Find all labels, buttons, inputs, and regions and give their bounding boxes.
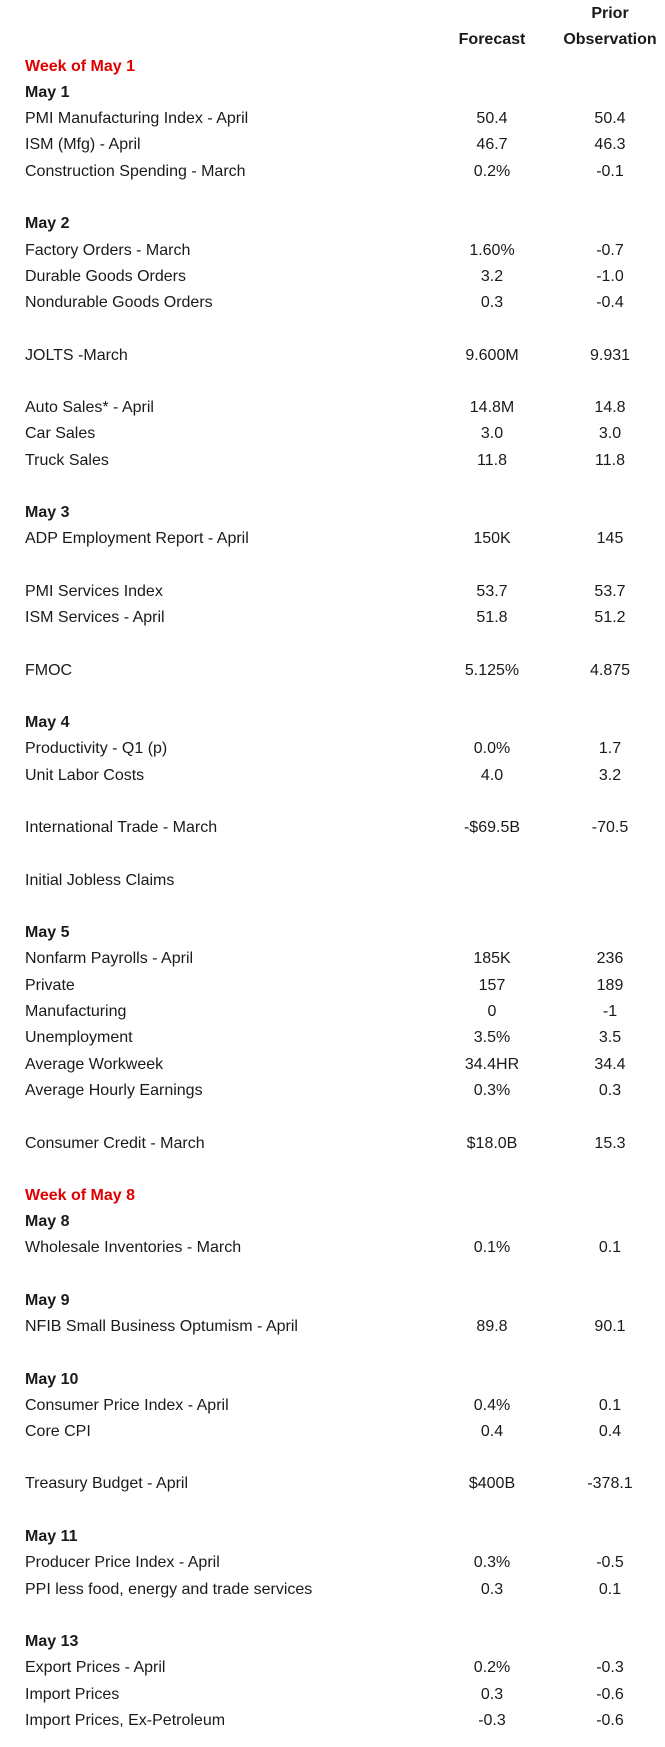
- day-heading: [0, 1288, 665, 1314]
- table-row: [0, 1235, 665, 1261]
- forecast-value: 5.125%: [464, 662, 520, 679]
- table-row: [0, 1655, 665, 1681]
- indicator-label: ADP Employment Report - April: [25, 530, 249, 547]
- prior-value: 1.7: [598, 740, 622, 757]
- table-row: [0, 868, 665, 894]
- indicator-label: Unit Labor Costs: [25, 767, 145, 784]
- forecast-value: 0.3: [480, 1686, 504, 1703]
- table-row: [0, 159, 665, 185]
- forecast-value: 11.8: [477, 452, 507, 469]
- forecast-value: 50.4: [476, 110, 508, 127]
- prior-value: -1: [602, 1003, 618, 1020]
- prior-value: 9.931: [589, 347, 631, 364]
- day-heading: [0, 80, 665, 106]
- table-row: [0, 1314, 665, 1340]
- prior-value: 15.3: [594, 1135, 626, 1152]
- table-row: [0, 290, 665, 316]
- forecast-value: 9.600M: [465, 347, 519, 364]
- forecast-value: 89.8: [476, 1318, 508, 1335]
- table-row: [0, 526, 665, 552]
- forecast-value: 14.8M: [469, 399, 515, 416]
- forecast-value: 46.7: [476, 136, 508, 153]
- table-row: [0, 579, 665, 605]
- indicator-label: Truck Sales: [25, 452, 109, 469]
- prior-value: -1.0: [596, 268, 624, 285]
- indicator-label: Core CPI: [25, 1423, 91, 1440]
- prior-column-header-line1: Prior: [591, 5, 629, 22]
- day-label: May 4: [25, 714, 70, 731]
- indicator-label: Nondurable Goods Orders: [25, 294, 213, 311]
- forecast-value: 0: [487, 1003, 497, 1020]
- indicator-label: Factory Orders - March: [25, 242, 191, 259]
- table-row: [0, 1393, 665, 1419]
- table-row: [0, 973, 665, 999]
- indicator-label: PMI Services Index: [25, 583, 163, 600]
- table-row: [0, 395, 665, 421]
- day-heading: [0, 211, 665, 237]
- prior-value: -0.6: [596, 1712, 624, 1729]
- table-row: [0, 132, 665, 158]
- day-label: May 11: [25, 1528, 78, 1545]
- day-heading: [0, 1629, 665, 1655]
- indicator-label: ISM Services - April: [25, 609, 165, 626]
- forecast-value: 0.3%: [473, 1554, 511, 1571]
- prior-value: -0.4: [596, 294, 624, 311]
- day-heading: [0, 1524, 665, 1550]
- prior-value: 51.2: [594, 609, 626, 626]
- prior-value: -0.1: [596, 163, 624, 180]
- prior-value: 53.7: [594, 583, 626, 600]
- day-label: May 9: [25, 1292, 70, 1309]
- forecast-value: 0.2%: [473, 1659, 511, 1676]
- week-heading: [0, 1183, 665, 1209]
- prior-value: 3.2: [598, 767, 622, 784]
- forecast-value: 34.4HR: [464, 1056, 520, 1073]
- prior-value: 46.3: [594, 136, 626, 153]
- table-row: [0, 946, 665, 972]
- indicator-label: Import Prices, Ex-Petroleum: [25, 1712, 226, 1729]
- day-heading: [0, 500, 665, 526]
- indicator-label: Construction Spending - March: [25, 163, 246, 180]
- forecast-value: 0.4: [480, 1423, 504, 1440]
- indicator-label: FMOC: [25, 662, 73, 679]
- forecast-value: 0.4%: [473, 1397, 511, 1414]
- prior-value: -0.3: [596, 1659, 624, 1676]
- forecast-value: $18.0B: [466, 1135, 518, 1152]
- forecast-value: 3.0: [480, 425, 504, 442]
- indicator-label: Consumer Price Index - April: [25, 1397, 229, 1414]
- forecast-value: 0.2%: [473, 163, 511, 180]
- prior-value: 34.4: [594, 1056, 626, 1073]
- week-label: Week of May 8: [25, 1187, 135, 1204]
- indicator-label: Consumer Credit - March: [25, 1135, 205, 1152]
- indicator-label: PMI Manufacturing Index - April: [25, 110, 249, 127]
- table-row: [0, 999, 665, 1025]
- indicator-label: Manufacturing: [25, 1003, 127, 1020]
- prior-value: 50.4: [594, 110, 626, 127]
- prior-value: 4.875: [589, 662, 631, 679]
- forecast-value: -0.3: [478, 1712, 506, 1729]
- prior-column-header-line2: Observation: [563, 31, 657, 48]
- indicator-label: JOLTS -March: [25, 347, 128, 364]
- table-row: [0, 658, 665, 684]
- day-label: May 8: [25, 1213, 70, 1230]
- indicator-label: Auto Sales* - April: [25, 399, 154, 416]
- day-label: May 5: [25, 924, 70, 941]
- forecast-value: 4.0: [480, 767, 504, 784]
- indicator-label: NFIB Small Business Optumism - April: [25, 1318, 298, 1335]
- indicator-label: Export Prices - April: [25, 1659, 166, 1676]
- prior-value: 0.1: [598, 1397, 622, 1414]
- indicator-label: Average Workweek: [25, 1056, 164, 1073]
- day-label: May 2: [25, 215, 70, 232]
- prior-value: 0.4: [598, 1423, 622, 1440]
- day-heading: [0, 710, 665, 736]
- forecast-value: 157: [478, 977, 506, 994]
- day-label: May 10: [25, 1371, 79, 1388]
- forecast-value: -$69.5B: [463, 819, 521, 836]
- table-row: [0, 106, 665, 132]
- table-row: [0, 1471, 665, 1497]
- indicator-label: Private: [25, 977, 75, 994]
- indicator-label: Durable Goods Orders: [25, 268, 186, 285]
- prior-value: -378.1: [587, 1475, 633, 1492]
- prior-value: -0.6: [596, 1686, 624, 1703]
- table-row: [0, 1682, 665, 1708]
- table-row: [0, 448, 665, 474]
- indicator-label: ISM (Mfg) - April: [25, 136, 141, 153]
- forecast-value: 0.3%: [473, 1082, 511, 1099]
- day-heading: [0, 920, 665, 946]
- forecast-value: 0.0%: [473, 740, 511, 757]
- indicator-label: Average Hourly Earnings: [25, 1082, 203, 1099]
- table-row: [0, 1708, 665, 1734]
- prior-value: 236: [596, 950, 624, 967]
- indicator-label: Wholesale Inventories - March: [25, 1239, 242, 1256]
- prior-value: 145: [596, 530, 624, 547]
- indicator-label: Producer Price Index - April: [25, 1554, 220, 1571]
- forecast-value: 150K: [473, 530, 511, 547]
- indicator-label: Productivity - Q1 (p): [25, 740, 168, 757]
- indicator-label: Unemployment: [25, 1029, 133, 1046]
- prior-value: 189: [596, 977, 624, 994]
- forecast-value: 185K: [473, 950, 511, 967]
- forecast-value: 0.1%: [473, 1239, 511, 1256]
- indicator-label: PPI less food, energy and trade services: [25, 1581, 313, 1598]
- prior-value: 3.0: [598, 425, 622, 442]
- prior-value: 11.8: [595, 452, 625, 469]
- forecast-value: 0.3: [480, 294, 504, 311]
- forecast-value: 0.3: [480, 1581, 504, 1598]
- table-row: [0, 343, 665, 369]
- table-row: [0, 421, 665, 447]
- prior-value: -70.5: [591, 819, 629, 836]
- week-label: Week of May 1: [25, 58, 135, 75]
- indicator-label: Nonfarm Payrolls - April: [25, 950, 194, 967]
- forecast-value: 3.2: [480, 268, 504, 285]
- table-row: [0, 1577, 665, 1603]
- table-row: [0, 1078, 665, 1104]
- table-row: [0, 264, 665, 290]
- prior-value: -0.7: [596, 242, 624, 259]
- forecast-value: 53.7: [476, 583, 508, 600]
- table-row: [0, 1052, 665, 1078]
- indicator-label: Treasury Budget - April: [25, 1475, 189, 1492]
- indicator-label: International Trade - March: [25, 819, 218, 836]
- forecast-value: 3.5%: [473, 1029, 511, 1046]
- forecast-value: $400B: [468, 1475, 516, 1492]
- prior-value: -0.5: [596, 1554, 624, 1571]
- week-heading: [0, 54, 665, 80]
- table-row: [0, 736, 665, 762]
- table-row: [0, 1131, 665, 1157]
- prior-value: 0.1: [598, 1581, 622, 1598]
- table-row: [0, 763, 665, 789]
- prior-value: 0.3: [598, 1082, 622, 1099]
- day-label: May 13: [25, 1633, 79, 1650]
- forecast-column-header: Forecast: [458, 31, 526, 48]
- prior-value: 90.1: [594, 1318, 626, 1335]
- table-row: [0, 238, 665, 264]
- indicator-label: Import Prices: [25, 1686, 120, 1703]
- table-row: [0, 1550, 665, 1576]
- day-heading: [0, 1367, 665, 1393]
- prior-value: 3.5: [598, 1029, 622, 1046]
- forecast-value: 51.8: [476, 609, 508, 626]
- day-heading: [0, 1209, 665, 1235]
- day-label: May 3: [25, 504, 70, 521]
- prior-value: 0.1: [598, 1239, 622, 1256]
- indicator-label: Initial Jobless Claims: [25, 872, 175, 889]
- table-row: [0, 605, 665, 631]
- table-row: [0, 815, 665, 841]
- forecast-value: 1.60%: [469, 242, 515, 259]
- table-row: [0, 1419, 665, 1445]
- table-row: [0, 1025, 665, 1051]
- day-label: May 1: [25, 84, 70, 101]
- indicator-label: Car Sales: [25, 425, 96, 442]
- prior-value: 14.8: [594, 399, 626, 416]
